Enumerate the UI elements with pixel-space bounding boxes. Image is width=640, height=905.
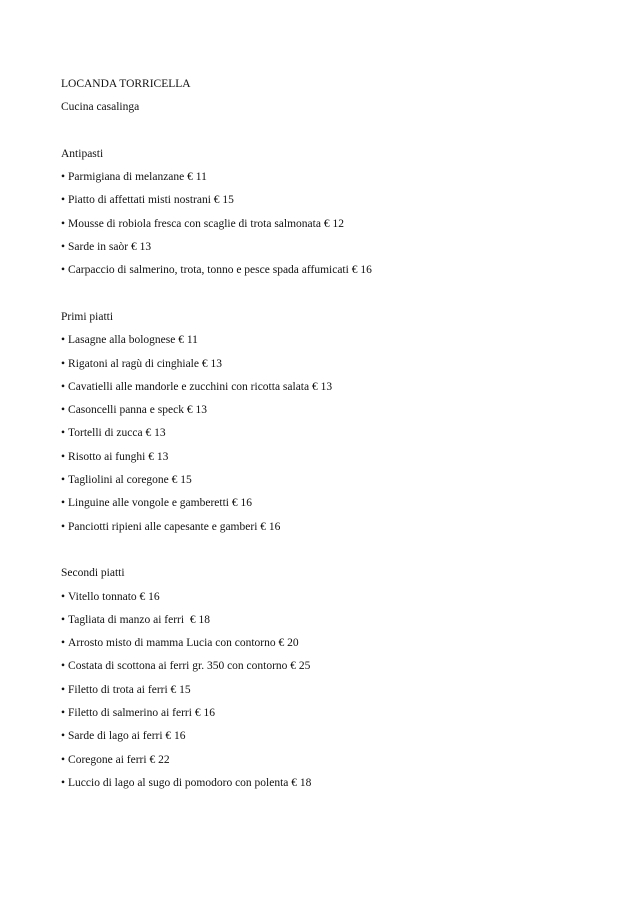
bullet-icon: • (61, 683, 66, 696)
menu-item (61, 495, 621, 518)
bullet-icon: • (61, 334, 66, 347)
menu-item-text: Filetto di salmerino ai ferri € 16 (68, 707, 215, 720)
menu-section (61, 565, 621, 798)
menu-item-text: Casoncelli panna e speck € 13 (68, 404, 207, 417)
spacer (61, 286, 621, 309)
menu-item-text: Filetto di trota ai ferri € 15 (68, 683, 191, 696)
menu-item (61, 402, 621, 425)
bullet-icon: • (61, 171, 66, 184)
restaurant-name: LOCANDA TORRICELLA (61, 78, 191, 90)
menu-item (61, 239, 621, 262)
bullet-icon: • (61, 450, 66, 463)
menu-item-text: Carpaccio di salmerino, trota, tonno e pesce spada affumicati € 16 (68, 264, 372, 277)
menu-item (61, 728, 621, 751)
bullet-icon: • (61, 776, 66, 789)
bullet-icon: • (61, 474, 66, 487)
menu-item-text: Tortelli di zucca € 13 (68, 427, 166, 440)
menu-item-text: Rigatoni al ragù di cinghiale € 13 (68, 357, 222, 370)
menu-item-text: Arrosto misto di mamma Lucia con contorno € 20 (68, 637, 299, 650)
menu-item-text: Cavatielli alle mandorle e zucchini con ricotta salata € 13 (68, 380, 333, 393)
menu-item (61, 752, 621, 775)
menu-item (61, 589, 621, 612)
bullet-icon: • (61, 707, 66, 720)
menu-item (61, 379, 621, 402)
bullet-icon: • (61, 357, 66, 370)
menu-section (61, 146, 621, 309)
menu-item (61, 356, 621, 379)
menu-item (61, 635, 621, 658)
menu-item-text: Panciotti ripieni alle capesante e gamberi € 16 (68, 520, 281, 533)
menu-item-text: Coregone ai ferri € 22 (68, 753, 170, 766)
menu-item (61, 472, 621, 495)
menu-item-text: Lasagne alla bolognese € 11 (68, 334, 198, 347)
spacer (61, 542, 621, 565)
menu-item-text: Sarde di lago ai ferri € 16 (68, 730, 186, 743)
menu-item (61, 682, 621, 705)
spacer (61, 123, 621, 146)
menu-item (61, 519, 621, 542)
menu-item-text: Tagliata di manzo ai ferri € 18 (68, 613, 210, 626)
menu-item (61, 332, 621, 355)
menu-document (61, 76, 621, 798)
bullet-icon: • (61, 730, 66, 743)
menu-sections (61, 146, 621, 798)
bullet-icon: • (61, 520, 66, 533)
menu-item-text: Costata di scottona ai ferri gr. 350 con contorno € 25 (68, 660, 311, 673)
section-title: Antipasti (61, 147, 104, 160)
menu-item (61, 262, 621, 285)
bullet-icon: • (61, 194, 66, 207)
bullet-icon: • (61, 637, 66, 650)
menu-item (61, 775, 621, 798)
menu-item (61, 449, 621, 472)
menu-item (61, 425, 621, 448)
menu-item-text: Piatto di affettati misti nostrani € 15 (68, 194, 234, 207)
menu-item-text: Tagliolini al coregone € 15 (68, 474, 192, 487)
menu-item-text: Mousse di robiola fresca con scaglie di trota salmonata € 12 (68, 217, 344, 230)
menu-item-text: Luccio di lago al sugo di pomodoro con polenta € 18 (68, 776, 312, 789)
bullet-icon: • (61, 590, 66, 603)
bullet-icon: • (61, 264, 66, 277)
bullet-icon: • (61, 217, 66, 230)
menu-item (61, 658, 621, 681)
bullet-icon: • (61, 497, 66, 510)
menu-item-text: Sarde in saòr € 13 (68, 241, 152, 254)
restaurant-subtitle: Cucina casalinga (61, 101, 140, 114)
menu-section (61, 309, 621, 565)
menu-item-text: Vitello tonnato € 16 (68, 590, 160, 603)
menu-item (61, 169, 621, 192)
menu-item-text: Risotto ai funghi € 13 (68, 450, 169, 463)
menu-item (61, 705, 621, 728)
bullet-icon: • (61, 380, 66, 393)
menu-item-text: Linguine alle vongole e gamberetti € 16 (68, 497, 252, 510)
section-title: Secondi piatti (61, 567, 125, 580)
menu-item (61, 612, 621, 635)
bullet-icon: • (61, 753, 66, 766)
bullet-icon: • (61, 660, 66, 673)
section-title: Primi piatti (61, 310, 114, 323)
bullet-icon: • (61, 613, 66, 626)
bullet-icon: • (61, 241, 66, 254)
menu-item-text: Parmigiana di melanzane € 11 (68, 171, 207, 184)
menu-item (61, 192, 621, 215)
menu-item (61, 216, 621, 239)
bullet-icon: • (61, 427, 66, 440)
bullet-icon: • (61, 404, 66, 417)
